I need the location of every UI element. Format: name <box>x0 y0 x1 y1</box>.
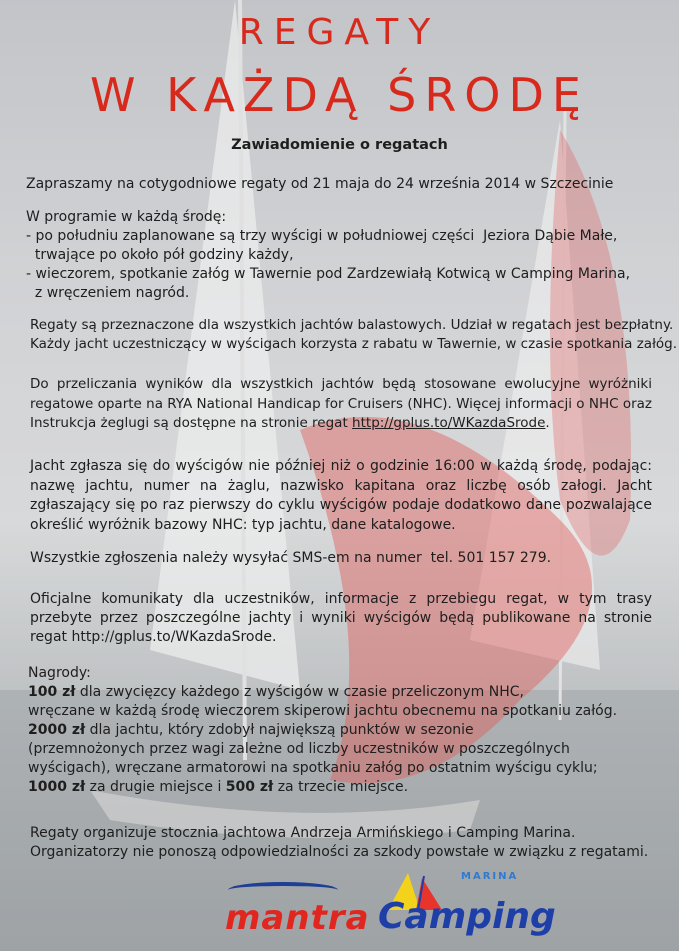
prize-line: wręczane w każdą środę wieczorem skiperowi jachtu obecnemu na spotkaniu załóg. <box>28 703 618 719</box>
announcements-text: Oficjalne komunikaty dla uczestników, informacje z przebiegu regat, w tym trasy przebyte przez poszczególne jachty i wyniki wyścigów będą publikowane na stronie regat http://gplus.to/WKazdaSrode. <box>30 591 652 645</box>
announcements-paragraph <box>30 590 652 647</box>
registration-text: Jacht zgłasza się do wyścigów nie później niż o godzinie 16:00 w każdą środę, podając: nazwę jachtu, numer na żaglu, nazwisko kapitana oraz liczbę osób załogi. Jacht zgłaszający się po raz pierwszy do cyklu wyścigów podaje dodatkowo dane pozwalające określić wyróżnik bazowy NHC: typ jachtu, dane katalogowe. <box>30 458 652 533</box>
sponsor-logos <box>0 860 679 951</box>
eligibility-line: Regaty są przeznaczone dla wszystkich jachtów balastowych. Udział w regatach jest bezpłatny. <box>30 317 674 333</box>
prize-text: dla jachtu, który zdobył największą punktów w sezonie <box>85 722 474 738</box>
prize-line <box>28 683 658 702</box>
prize-text: za trzecie miejsce. <box>273 779 409 795</box>
prizes-heading: Nagrody: <box>28 665 91 681</box>
eligibility-paragraph <box>30 316 678 354</box>
title-line-1: REGATY <box>238 12 441 53</box>
registration-paragraph <box>30 457 652 535</box>
organizers-line: Regaty organizuje stocznia jachtowa Andrzeja Armińskiego i Camping Marina. <box>30 825 576 841</box>
handicap-text: Do przeliczania wyników dla wszystkich jachtów będą stosowane ewolucyjne wyróżniki regatowe oparte na RYA National Handicap for Cruisers (NHC). Więcej informacji o NHC oraz Instrukcja żeglugi są dostępne na stronie regat <box>30 376 652 431</box>
prize-text: za drugie miejsce i <box>85 779 226 795</box>
prize-line <box>28 778 658 797</box>
prize-amount: 1000 zł <box>28 779 86 795</box>
camping-marina-logo <box>378 868 556 948</box>
program-line: - wieczorem, spotkanie załóg w Tawernie pod Zardzewiałą Kotwicą w Camping Marina, <box>26 266 631 282</box>
mantra-logo: mantra <box>225 898 370 938</box>
mantra-swoosh-icon <box>228 882 338 898</box>
notice-subtitle: Zawiadomienie o regatach <box>231 137 448 153</box>
organizers-line: Organizatorzy nie ponoszą odpowiedzialności za szkody powstałe w związku z regatami. <box>30 844 649 860</box>
intro-text: Zapraszamy na cotygodniowe regaty od 21 maja do 24 września 2014 w Szczecinie <box>26 176 614 192</box>
prize-amount: 100 zł <box>28 684 76 700</box>
program-line: trwające po około pół godziny każdy, <box>26 247 294 263</box>
program-line: - po południu zaplanowane są trzy wyścigi w południowej części Jeziora Dąbie Małe, <box>26 228 618 244</box>
title-line-2: W KAŻDĄ ŚRODĘ <box>90 68 589 122</box>
prize-amount: 2000 zł <box>28 722 86 738</box>
prize-amount: 500 zł <box>225 779 274 795</box>
camping-label: Camping <box>378 896 556 937</box>
prize-line <box>28 721 658 740</box>
intro-paragraph <box>26 175 656 194</box>
program-paragraph <box>26 208 656 303</box>
marina-label: MARINA <box>461 871 519 882</box>
sms-text: Wszystkie zgłoszenia należy wysyłać SMS-em na numer tel. 501 157 279. <box>30 550 552 566</box>
handicap-paragraph <box>30 375 652 434</box>
sms-paragraph <box>30 549 660 568</box>
regatta-website-link[interactable]: http://gplus.to/WKazdaSrode <box>352 415 546 431</box>
organizers-paragraph <box>30 824 670 862</box>
prizes-section <box>28 664 658 797</box>
eligibility-line: Każdy jacht uczestniczący w wyścigach korzysta z rabatu w Tawernie, w czasie spotkania załóg. <box>30 336 678 352</box>
prize-line: wyścigach), wręczane armatorowi na spotkaniu załóg po ostatnim wyścigu cyklu; <box>28 760 598 776</box>
program-line: z wręczeniem nagród. <box>26 285 190 301</box>
handicap-end: . <box>545 415 550 431</box>
prize-line: (przemnożonych przez wagi zależne od liczby uczestników w poszczególnych <box>28 741 570 757</box>
program-line: W programie w każdą środę: <box>26 209 227 225</box>
prize-text: dla zwycięzcy każdego z wyścigów w czasie przeliczonym NHC, <box>75 684 524 700</box>
